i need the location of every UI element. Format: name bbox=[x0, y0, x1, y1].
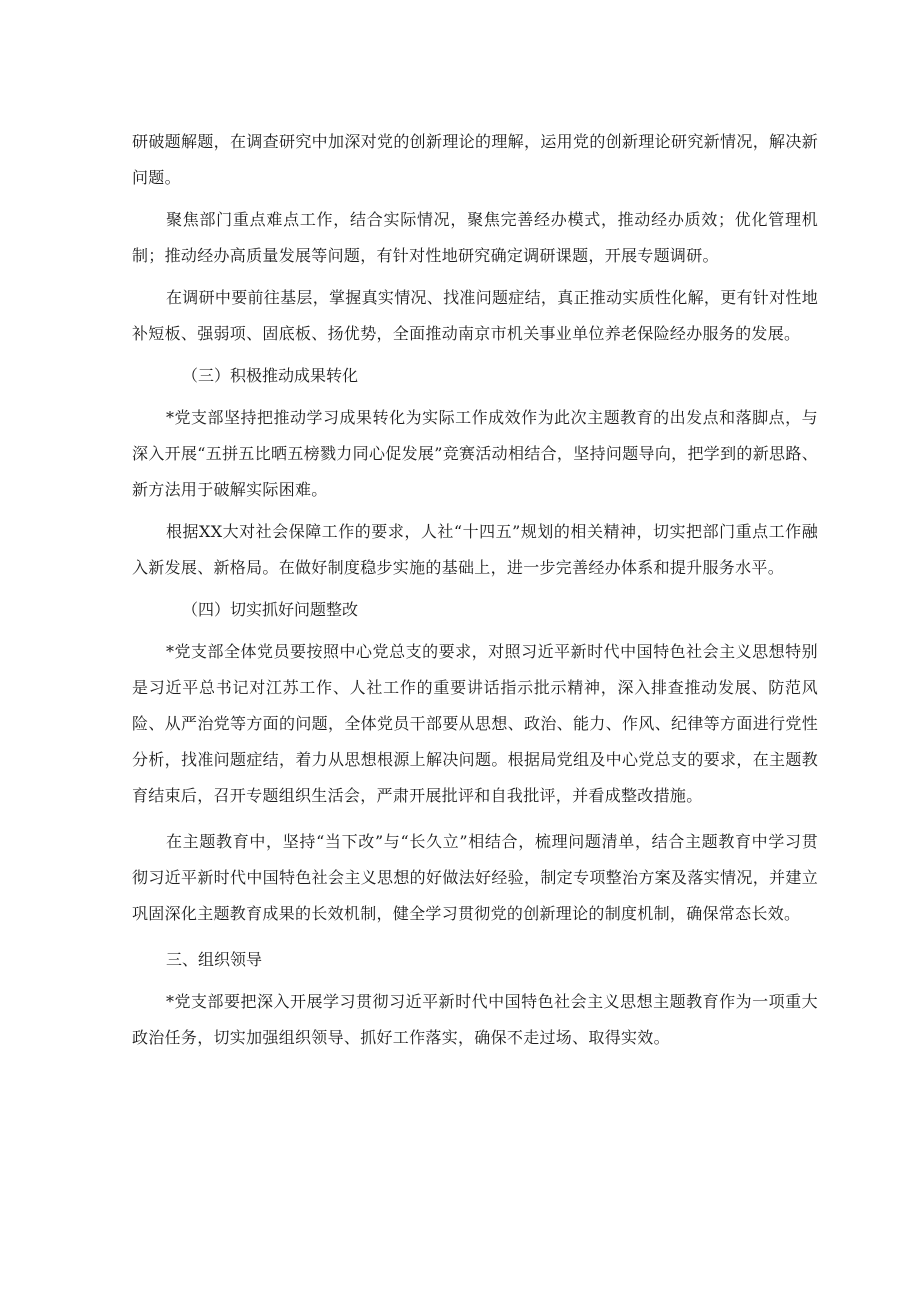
paragraph-research-continuation: 研破题解题，在调查研究中加深对党的创新理论的理解，运用党的创新理论研究新情况，解决新问题。 bbox=[132, 132, 818, 187]
paragraph-organization-leadership: *党支部要把深入开展学习贯彻习近平新时代中国特色社会主义思想主题教育作为一项重大政治任务，切实加强组织领导、抓好工作落实，确保不走过场、取得实效。 bbox=[132, 992, 818, 1047]
paragraph-focus-key-work: 聚焦部门重点难点工作，结合实际情况，聚焦完善经办模式，推动经办质效；优化管理机制；推动经办高质量发展等问题，有针对性地研究确定调研课题，开展专题调研。 bbox=[132, 210, 818, 265]
subheading-results-transformation: （三）积极推动成果转化 bbox=[182, 366, 359, 385]
subheading-problem-rectification: （四）切实抓好问题整改 bbox=[182, 600, 359, 619]
section-heading-organization-leadership: 三、组织领导 bbox=[166, 950, 263, 969]
paragraph-social-security-requirements: 根据XX大对社会保障工作的要求，人社“十四五”规划的相关精神，切实把部门重点工作融入新发展、新格局。在做好制度稳步实施的基础上，进一步完善经办体系和提升服务水平。 bbox=[132, 522, 818, 577]
paragraph-party-members-requirements: *党支部全体党员要按照中心党总支的要求，对照习近平新时代中国特色社会主义思想特别是习近平总书记对江苏工作、人社工作的重要讲话指示批示精神，深入排查推动发展、防范风险、从严治党等方面的问题，全体党员干部要从思想、政治、能力、作风、纪律等方面进行党性分析，找准问题症结，着力从思想根源上解决问题。根据局党组及中心党总支的要求，在主题教育结束后，召开专题组织生活会，严肃开展批评和自我批评，并看成整改措施。 bbox=[132, 642, 818, 805]
paragraph-theme-education-rectification: 在主题教育中，坚持“当下改”与“长久立”相结合，梳理问题清单，结合主题教育中学习贯彻习近平新时代中国特色社会主义思想的好做法好经验，制定专项整治方案及落实情况，并建立巩固深化主题教育成果的长效机制，健全学习贯彻党的创新理论的制度机制，确保常态长效。 bbox=[132, 832, 818, 923]
paragraph-party-branch-results: *党支部坚持把推动学习成果转化为实际工作成效作为此次主题教育的出发点和落脚点，与深入开展“五拼五比晒五榜戮力同心促发展”竞赛活动相结合，坚持问题导向，把学到的新思路、新方法用于破解实际困难。 bbox=[132, 408, 818, 499]
paragraph-grassroots-research: 在调研中要前往基层，掌握真实情况、找准问题症结，真正推动实质性化解，更有针对性地补短板、强弱项、固底板、扬优势，全面推动南京市机关事业单位养老保险经办服务的发展。 bbox=[132, 288, 819, 343]
document-body bbox=[132, 124, 818, 1056]
